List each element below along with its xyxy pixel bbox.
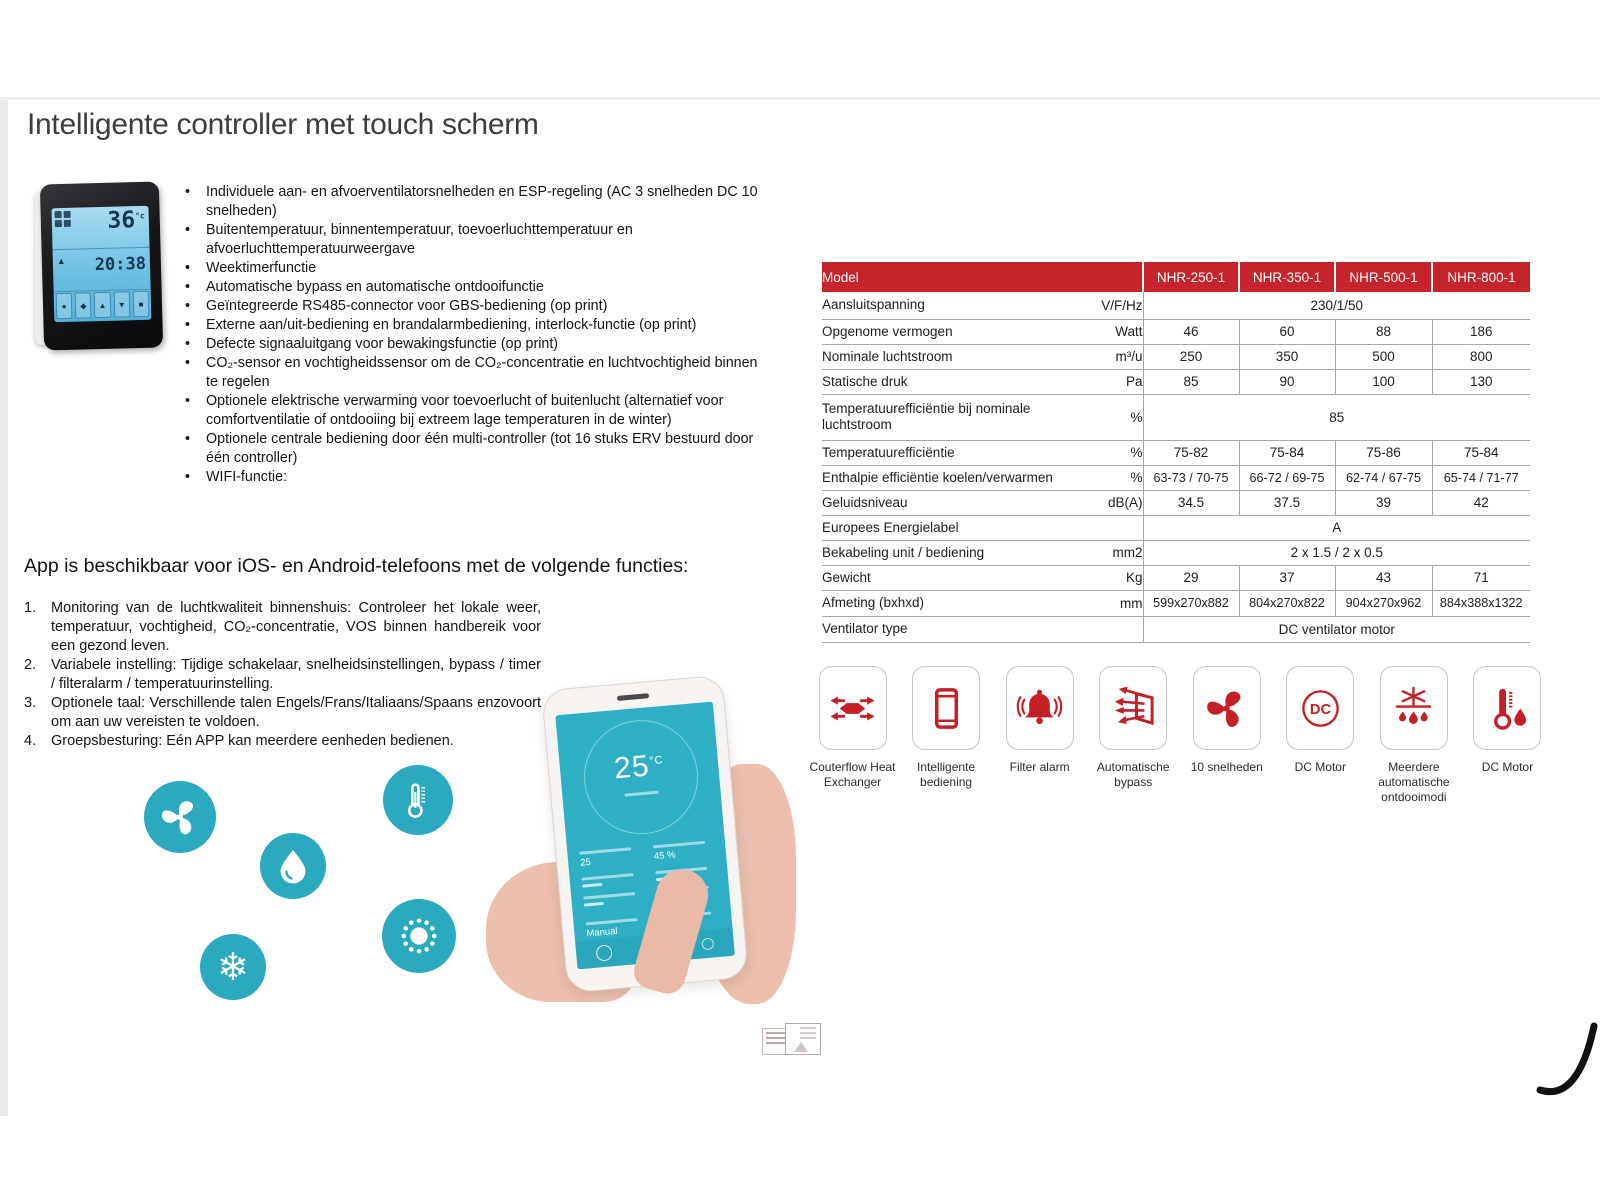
snowflake-icon: ❄ (200, 934, 266, 1000)
spec-value: 75-86 (1335, 440, 1432, 465)
item-number: 2. (24, 657, 37, 673)
spec-header-row (822, 262, 1530, 292)
bullet-text: Weektimerfunctie (206, 260, 317, 276)
mini-card-right (785, 1023, 821, 1055)
bypass-icon (1099, 666, 1167, 750)
bullet-text: Individuele aan- en afvoerventilatorsnelheden en ESP-regeling (AC 3 snelheden DC 10 snelheden) (206, 184, 758, 219)
spec-unit: mm2 (1060, 540, 1143, 565)
nav-settings-icon (702, 937, 715, 950)
item-text: Optionele taal: Verschillende talen Engels/Frans/Italiaans/Spaans enzovoort om aan uw vereisten te voldoen. (51, 695, 541, 730)
app-section-heading: App is beschikbaar voor iOS- en Android-telefoons met de volgende functies: (24, 555, 689, 577)
fan-icon (1193, 666, 1261, 750)
spec-unit: dB(A) (1060, 490, 1143, 515)
bullet-item (182, 392, 762, 430)
thermometer-icon (383, 765, 453, 835)
controller-screen-mid (53, 248, 151, 293)
spec-value: 186 (1432, 319, 1530, 344)
spec-value: 65-74 / 71-77 (1432, 465, 1530, 490)
bullet-text: Externe aan/uit-bediening en brandalarmbediening, interlock-functie (op print) (206, 317, 697, 333)
numbered-item (24, 694, 541, 732)
feature-label: Intelligente bediening (917, 760, 976, 789)
controller-down-button: ▼ (113, 291, 130, 317)
spec-row (822, 292, 1530, 319)
controller-status-icons (55, 211, 71, 227)
spec-label: Nominale luchtstroom (822, 344, 1060, 369)
bullet-text: Optionele elektrische verwarming voor toevoerlucht of buitenlucht (alternatief voor comfortventilatie of ontdooiing bij extreem lage temperaturen in de winter) (206, 393, 724, 428)
spec-value: 75-82 (1143, 440, 1239, 465)
numbered-item (24, 656, 541, 694)
spec-row (822, 344, 1530, 369)
bullet-item (182, 183, 762, 221)
page-title: Intelligente controller met touch scherm (27, 108, 539, 141)
bullet-text: Defecte signaaluitgang voor bewakingsfunctie (op print) (206, 336, 559, 352)
spec-label: Temperatuurefficiëntie bij nominale luchtstroom (822, 394, 1060, 440)
bullet-item (182, 468, 762, 487)
stat-pm25 (583, 891, 644, 913)
droplet-icon (260, 833, 326, 899)
bullet-text: Buitentemperatuur, binnentemperatuur, toevoerluchttemperatuur en afvoerluchttemperatuurweergave (206, 222, 633, 257)
spec-label: Aansluitspanning (822, 292, 1060, 319)
stat-filter-life (653, 840, 714, 862)
counterflow-heat-exchanger-icon (819, 666, 887, 750)
spec-label: Temperatuurefficiëntie (822, 440, 1060, 465)
spec-label: Ventilator type (822, 616, 1060, 642)
bullet-item (182, 221, 762, 259)
column-header-nhr-350: NHR-350-1 (1239, 262, 1335, 292)
spec-label: Bekabeling unit / bediening (822, 540, 1060, 565)
spec-value: 37 (1239, 565, 1335, 590)
phone-photo (488, 672, 788, 1015)
spec-label: Enthalpie efficiëntie koelen/verwarmen (822, 465, 1060, 490)
spec-value: 85 (1143, 394, 1530, 440)
item-text: Groepsbesturing: Eén APP kan meerdere eenheden bedienen. (51, 733, 454, 749)
spec-row (822, 616, 1530, 642)
feature-label: Meerdere automatische ontdooimodi (1378, 760, 1450, 804)
item-text: Monitoring van de luchtkwaliteit binnenshuis: Controleer het lokale weer, temperatuur, vochtigheid, CO₂-concentratie, VOS binnen handbereik voor een gezond leven. (51, 600, 541, 654)
bullet-item (182, 278, 762, 297)
spec-value: 230/1/50 (1143, 292, 1530, 319)
spec-table-container (822, 262, 1530, 643)
thermometer-drop-icon (1473, 666, 1541, 750)
spec-row (822, 394, 1530, 440)
spec-unit (1060, 515, 1143, 540)
droplet-icon-glyph (273, 846, 313, 886)
spec-label: Geluidsniveau (822, 490, 1060, 515)
controller-mode-button: ■ (132, 291, 149, 317)
spec-value: 500 (1335, 344, 1432, 369)
spec-row (822, 465, 1530, 490)
spec-value: 60 (1239, 319, 1335, 344)
bullet-item (182, 354, 762, 392)
spec-label: Opgenome vermogen (822, 319, 1060, 344)
sun-icon (382, 899, 456, 973)
feature-label: DC Motor (1294, 760, 1346, 774)
spec-value: 90 (1239, 369, 1335, 394)
spec-value: 904x270x962 (1335, 590, 1432, 616)
spec-value: 100 (1335, 369, 1432, 394)
feature-card (1461, 666, 1554, 805)
spec-unit: mm (1060, 590, 1143, 616)
spec-label: Afmeting (bxhxd) (822, 590, 1060, 616)
stat-humidity (582, 872, 643, 887)
controller-warning-icon: ▲ (56, 255, 66, 267)
feature-label: DC Motor (1481, 760, 1534, 774)
controller-temperature-readout (107, 209, 145, 233)
column-header-model: Model (822, 262, 1143, 292)
spec-value: 88 (1335, 319, 1432, 344)
feature-label: Automatische bypass (1096, 760, 1170, 789)
stat-value: 25 (579, 856, 592, 869)
spec-value: 66-72 / 69-75 (1239, 465, 1335, 490)
controller-device-image (33, 183, 165, 353)
feature-label: Filter alarm (1009, 760, 1070, 774)
spec-row (822, 319, 1530, 344)
spec-value: 884x388x1322 (1432, 590, 1530, 616)
feature-bullet-list (182, 183, 762, 487)
spec-unit: % (1060, 440, 1143, 465)
spec-value: A (1143, 515, 1530, 540)
feature-label: Couterflow Heat Exchanger (809, 760, 896, 789)
phone-temperature-unit: °C (648, 754, 665, 768)
numbered-item (24, 732, 541, 751)
spec-value: 75-84 (1239, 440, 1335, 465)
column-header-nhr-500: NHR-500-1 (1335, 262, 1432, 292)
dc-motor-icon (1286, 666, 1354, 750)
smartphone-icon (912, 666, 980, 750)
item-text: Variabele instelling: Tijdige schakelaar, snelheidsinstellingen, bypass / timer / filteralarm / temperatuurinstelling. (51, 657, 541, 692)
controller-temperature-unit: °c (134, 211, 145, 221)
mini-thumbnail (762, 1020, 822, 1056)
spec-unit (1060, 616, 1143, 642)
nav-home-icon (595, 944, 612, 961)
spec-value: 37.5 (1239, 490, 1335, 515)
column-header-nhr-800: NHR-800-1 (1432, 262, 1530, 292)
spec-value: DC ventilator motor (1143, 616, 1530, 642)
bullet-item (182, 335, 762, 354)
spec-value: 85 (1143, 369, 1239, 394)
controller-screen (51, 206, 151, 323)
spec-row (822, 565, 1530, 590)
feature-label: 10 snelheden (1190, 760, 1263, 774)
bullet-text: WIFI-functie: (206, 469, 288, 485)
feature-card (993, 666, 1086, 805)
spec-value: 29 (1143, 565, 1239, 590)
spec-value: 43 (1335, 565, 1432, 590)
spec-value: 130 (1432, 369, 1530, 394)
spec-unit: Watt (1060, 319, 1143, 344)
spec-value: 804x270x822 (1239, 590, 1335, 616)
fan-icon-glyph (158, 795, 202, 839)
spec-unit: V/F/Hz (1060, 292, 1143, 319)
column-header-nhr-250: NHR-250-1 (1143, 262, 1239, 292)
fan-icon (144, 781, 216, 853)
spec-value: 71 (1432, 565, 1530, 590)
spec-unit: % (1060, 465, 1143, 490)
spec-unit: Kg (1060, 565, 1143, 590)
bullet-item (182, 316, 762, 335)
spec-value: 46 (1143, 319, 1239, 344)
controller-button-row (54, 288, 152, 322)
spec-value: 34.5 (1143, 490, 1239, 515)
spec-label: Gewicht (822, 565, 1060, 590)
spec-value: 62-74 / 67-75 (1335, 465, 1432, 490)
item-number: 3. (24, 695, 37, 711)
spec-table (822, 262, 1530, 643)
spec-row (822, 369, 1530, 394)
bullet-text: Geïntegreerde RS485-connector voor GBS-bediening (op print) (206, 298, 608, 314)
spec-value: 2 x 1.5 / 2 x 0.5 (1143, 540, 1530, 565)
controller-time-readout: 20:38 (94, 253, 147, 276)
phone-speaker (617, 693, 649, 701)
svg-text:DC: DC (1309, 701, 1331, 718)
numbered-item (24, 599, 541, 656)
left-edge-bar (0, 100, 8, 1116)
item-number: 1. (24, 600, 37, 616)
bullet-text: CO₂-sensor en vochtigheidssensor om de CO₂-concentratie en luchtvochtigheid binnen te regelen (206, 355, 758, 390)
spec-unit: m³/u (1060, 344, 1143, 369)
thermometer-icon-glyph (397, 779, 439, 821)
app-numbered-list (24, 599, 541, 751)
spec-value: 800 (1432, 344, 1530, 369)
feature-card (1367, 666, 1460, 805)
defrost-icon (1380, 666, 1448, 750)
bullet-item (182, 259, 762, 278)
controller-up-button: ▲ (94, 292, 111, 318)
bell-icon (1006, 666, 1074, 750)
spec-value: 599x270x882 (1143, 590, 1239, 616)
spec-value: 39 (1335, 490, 1432, 515)
swoosh-curve (1532, 1012, 1600, 1104)
spec-value: 250 (1143, 344, 1239, 369)
spec-row (822, 515, 1530, 540)
top-divider (0, 97, 1600, 100)
controller-power-button: ● (56, 293, 73, 319)
controller-screen-top (51, 206, 149, 251)
phone-temperature-value: 25 (612, 749, 652, 786)
stat-indoor-temp (579, 847, 640, 869)
feature-card (1087, 666, 1180, 805)
item-number: 4. (24, 733, 37, 749)
spec-row (822, 590, 1530, 616)
stat-value: Manual (586, 925, 619, 940)
spec-value: 42 (1432, 490, 1530, 515)
bullet-text: Optionele centrale bediening door één multi-controller (tot 16 stuks ERV bestuurd door één controller) (206, 431, 754, 466)
spec-row (822, 440, 1530, 465)
controller-temperature-value: 36 (107, 207, 136, 234)
feature-card (1274, 666, 1367, 805)
spec-row (822, 540, 1530, 565)
feature-card (806, 666, 899, 805)
spec-value: 75-84 (1432, 440, 1530, 465)
feature-card (1180, 666, 1273, 805)
spec-unit: % (1060, 394, 1143, 440)
controller-body (40, 181, 163, 350)
bullet-text: Automatische bypass en automatische ontdooifunctie (206, 279, 544, 295)
spec-label: Europees Energielabel (822, 515, 1060, 540)
bullet-item (182, 430, 762, 468)
stat-value: 45 % (653, 849, 677, 863)
spec-value: 350 (1239, 344, 1335, 369)
controller-fan-button: ◆ (75, 292, 92, 318)
bullet-item (182, 297, 762, 316)
spec-unit: Pa (1060, 369, 1143, 394)
feature-icon-row (806, 666, 1554, 805)
sun-icon-glyph (396, 913, 442, 959)
spec-value: 63-73 / 70-75 (1143, 465, 1239, 490)
spec-label: Statische druk (822, 369, 1060, 394)
spec-row (822, 490, 1530, 515)
feature-card (900, 666, 993, 805)
